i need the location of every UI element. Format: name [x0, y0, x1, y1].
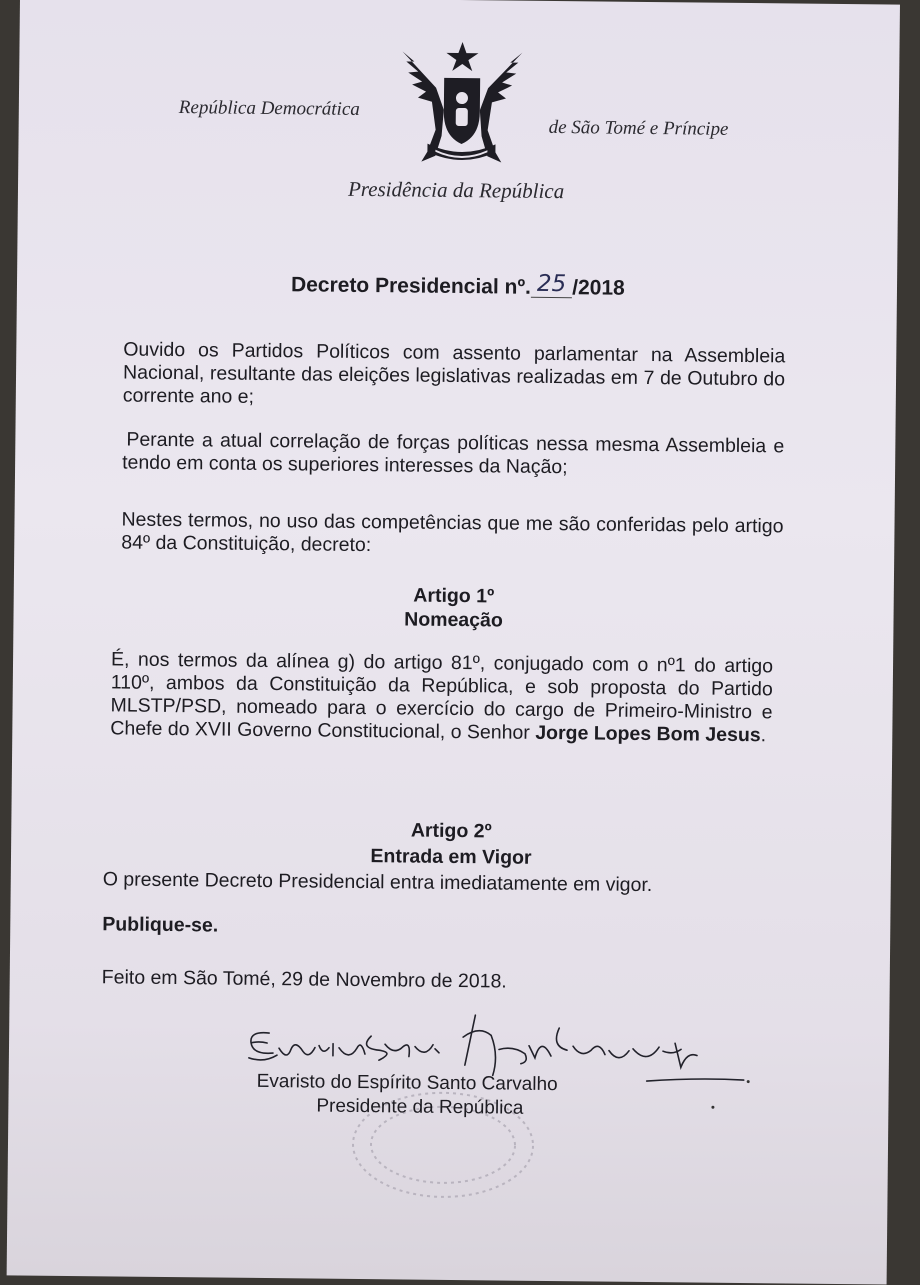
signature-mark: [711, 1106, 714, 1109]
article-1-text-body: É, nos termos da alínea g) do artigo 81º, conjugado com o nº1 do artigo 110º, ambos da Constituição da República, e sob proposta do Partido MLSTP/PSD, nomeado para o exercício do cargo de Primeiro-Ministro e Chefe do XVII Governo Constitucional, o Senhor: [110, 648, 774, 744]
paragraph-considering: Perante a atual correlação de forças políticas nessa mesma Assembleia e tendo em conta os superiores interesses da Nação;: [122, 428, 785, 479]
place-date: Feito em São Tomé, 29 de Novembro de 2018.: [101, 966, 507, 993]
decree-title-suffix: /2018: [572, 276, 625, 300]
header-right-text: de São Tomé e Príncipe: [548, 116, 729, 140]
article-1-text-end: .: [760, 724, 767, 747]
coat-of-arms-icon: [391, 39, 532, 168]
decree-title-prefix: Decreto Presidencial nº.: [290, 273, 532, 299]
article-1-text: [110, 648, 773, 747]
decree-number: 25: [531, 271, 573, 298]
paragraph-decree: Nestes termos, no uso das competências que me são conferidas pelo artigo 84º da Constituição, decreto:: [121, 508, 784, 557]
article-1-title: Nomeação: [404, 608, 503, 632]
header-left-text: República Democrática: [178, 97, 360, 120]
article-2-title: Entrada em Vigor: [370, 845, 532, 869]
article-2-heading: Artigo 2º: [410, 819, 492, 843]
header-center-text: Presidência da República: [347, 176, 565, 204]
publish-statement: Publique-se.: [102, 913, 219, 937]
decree-title: [291, 271, 625, 301]
article-1-heading: Artigo 1º: [413, 584, 495, 608]
article-2-text: O presente Decreto Presidencial entra imediatamente em vigor.: [102, 868, 653, 897]
signatory-role: Presidente da República: [316, 1095, 524, 1119]
appointee-name: Jorge Lopes Bom Jesus: [535, 721, 761, 747]
paragraph-consultation: Ouvido os Partidos Políticos com assento parlamentar na Assembleia Nacional, resultante das eleições legislativas realizadas em 7 de Outubro do corrente ano e;: [122, 338, 786, 408]
signatory-name: Evaristo do Espírito Santo Carvalho: [256, 1070, 558, 1096]
document-page: [7, 0, 900, 1285]
signature-dot: [747, 1080, 750, 1083]
